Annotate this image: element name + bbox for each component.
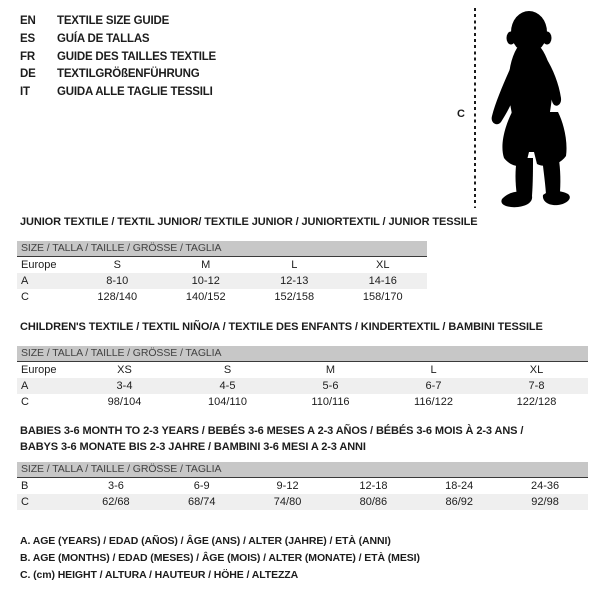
- table-cell: 10-12: [191, 275, 220, 287]
- size-header-bar: [17, 241, 427, 257]
- language-code: IT: [20, 86, 30, 99]
- junior-table: [17, 257, 427, 305]
- row-label: B: [21, 480, 29, 492]
- size-header-bar: [17, 346, 588, 362]
- table-cell: S: [223, 364, 232, 376]
- footnote-c: C. (cm) HEIGHT / ALTURA / HAUTEUR / HÖHE / ALTEZZA: [20, 569, 299, 581]
- row-label: C: [21, 396, 29, 408]
- row-label: C: [21, 496, 29, 508]
- table-cell: 8-10: [106, 275, 129, 287]
- section-title-line1: BABIES 3-6 MONTH TO 2-3 YEARS / BEBÉS 3-6 MESES A 2-3 AÑOS / BÉBÉS 3-6 MOIS À 2-3 ANS /: [20, 425, 524, 437]
- table-cell: S: [113, 259, 121, 271]
- language-code: ES: [20, 32, 35, 45]
- table-row: [17, 257, 427, 273]
- table-cell: 14-16: [368, 275, 397, 287]
- table-cell: 18-24: [445, 480, 474, 492]
- language-row-en: [20, 13, 216, 31]
- table-cell: 86/92: [445, 496, 473, 508]
- table-cell: L: [291, 259, 298, 271]
- table-row: [17, 273, 427, 289]
- table-cell: 98/104: [107, 396, 142, 408]
- size-header-label: SIZE / TALLA / TAILLE / GRÖSSE / TAGLIA: [21, 242, 222, 254]
- table-cell: 152/158: [274, 291, 315, 303]
- table-cell: 5-6: [322, 380, 339, 392]
- language-title: GUIDA ALLE TAGLIE TESSILI: [57, 86, 213, 99]
- row-label: Europe: [21, 259, 57, 271]
- table-cell: M: [325, 364, 336, 376]
- section-title-babies: [20, 423, 523, 455]
- table-row: [17, 289, 427, 305]
- table-row: [17, 494, 588, 510]
- language-row-fr: [20, 49, 216, 67]
- table-cell: 7-8: [528, 380, 545, 392]
- table-cell: 128/140: [97, 291, 138, 303]
- table-cell: 104/110: [208, 396, 247, 408]
- children-table: [17, 362, 588, 410]
- table-cell: 24-36: [530, 480, 560, 492]
- table-cell: 4-5: [219, 380, 236, 392]
- table-cell: 158/170: [362, 291, 403, 303]
- table-cell: M: [201, 259, 211, 271]
- table-cell: 92/98: [531, 496, 559, 508]
- table-row: [17, 394, 588, 410]
- table-cell: 80/86: [359, 496, 388, 508]
- table-cell: 110/116: [311, 396, 350, 408]
- table-cell: 74/80: [273, 496, 302, 508]
- table-cell: 9-12: [276, 480, 299, 492]
- row-label: C: [21, 291, 29, 303]
- footnote-b: B. AGE (MONTHS) / EDAD (MESES) / ÂGE (MOIS) / ALTER (MONATE) / ETÀ (MESI): [20, 552, 420, 564]
- section-title-junior: JUNIOR TEXTILE / TEXTIL JUNIOR/ TEXTILE JUNIOR / JUNIORTEXTIL / JUNIOR TESSILE: [20, 216, 478, 228]
- language-row-es: [20, 31, 216, 49]
- table-cell: 3-6: [107, 480, 124, 492]
- table-row: [17, 362, 588, 378]
- table-cell: 68/74: [187, 496, 216, 508]
- table-cell: 116/122: [414, 396, 453, 408]
- table-cell: 12-13: [280, 275, 309, 287]
- table-row: [17, 378, 588, 394]
- table-cell: 3-4: [116, 380, 133, 392]
- table-cell: 6-9: [193, 480, 210, 492]
- size-header-label: SIZE / TALLA / TAILLE / GRÖSSE / TAGLIA: [21, 463, 222, 475]
- section-title-line2: BABYS 3-6 MONATE BIS 2-3 JAHRE / BAMBINI 3-6 MESI A 2-3 ANNI: [20, 441, 366, 453]
- language-title: TEXTILE SIZE GUIDE: [57, 15, 170, 27]
- table-cell: 62/68: [102, 496, 130, 508]
- language-row-de: [20, 66, 216, 84]
- language-title-list: [20, 13, 216, 102]
- size-header-label: SIZE / TALLA / TAILLE / GRÖSSE / TAGLIA: [21, 347, 222, 359]
- table-cell: L: [430, 364, 437, 376]
- language-title: TEXTILGRÖßENFÜHRUNG: [57, 68, 200, 81]
- language-title: GUÍA DE TALLAS: [57, 32, 150, 45]
- language-row-it: [20, 84, 216, 102]
- row-label: A: [21, 380, 29, 392]
- table-cell: XS: [117, 364, 132, 376]
- section-title-children: CHILDREN'S TEXTILE / TEXTIL NIÑO/A / TEXTILE DES ENFANTS / KINDERTEXTIL / BAMBINI TESSILE: [20, 321, 543, 333]
- table-cell: 122/128: [516, 396, 557, 408]
- row-label: A: [21, 275, 29, 287]
- height-measure-label: C: [457, 108, 465, 120]
- row-label: Europe: [21, 364, 57, 376]
- table-cell: XL: [376, 259, 390, 271]
- language-title: GUIDE DES TAILLES TEXTILE: [57, 50, 216, 63]
- language-code: EN: [20, 15, 36, 27]
- babies-table: [17, 478, 588, 510]
- table-cell: 12-18: [359, 480, 388, 492]
- height-dotted-line: [474, 8, 476, 208]
- table-cell: XL: [529, 364, 544, 376]
- size-header-bar: [17, 462, 588, 478]
- footnote-legend: [20, 533, 420, 584]
- footnote-a: A. AGE (YEARS) / EDAD (AÑOS) / ÂGE (ANS) / ALTER (JAHRE) / ETÀ (ANNI): [20, 535, 391, 547]
- baby-silhouette-icon: [487, 6, 577, 208]
- language-code: FR: [20, 50, 35, 63]
- table-cell: 6-7: [425, 380, 442, 392]
- table-row: [17, 478, 588, 494]
- language-code: DE: [20, 68, 36, 81]
- table-cell: 140/152: [185, 291, 226, 303]
